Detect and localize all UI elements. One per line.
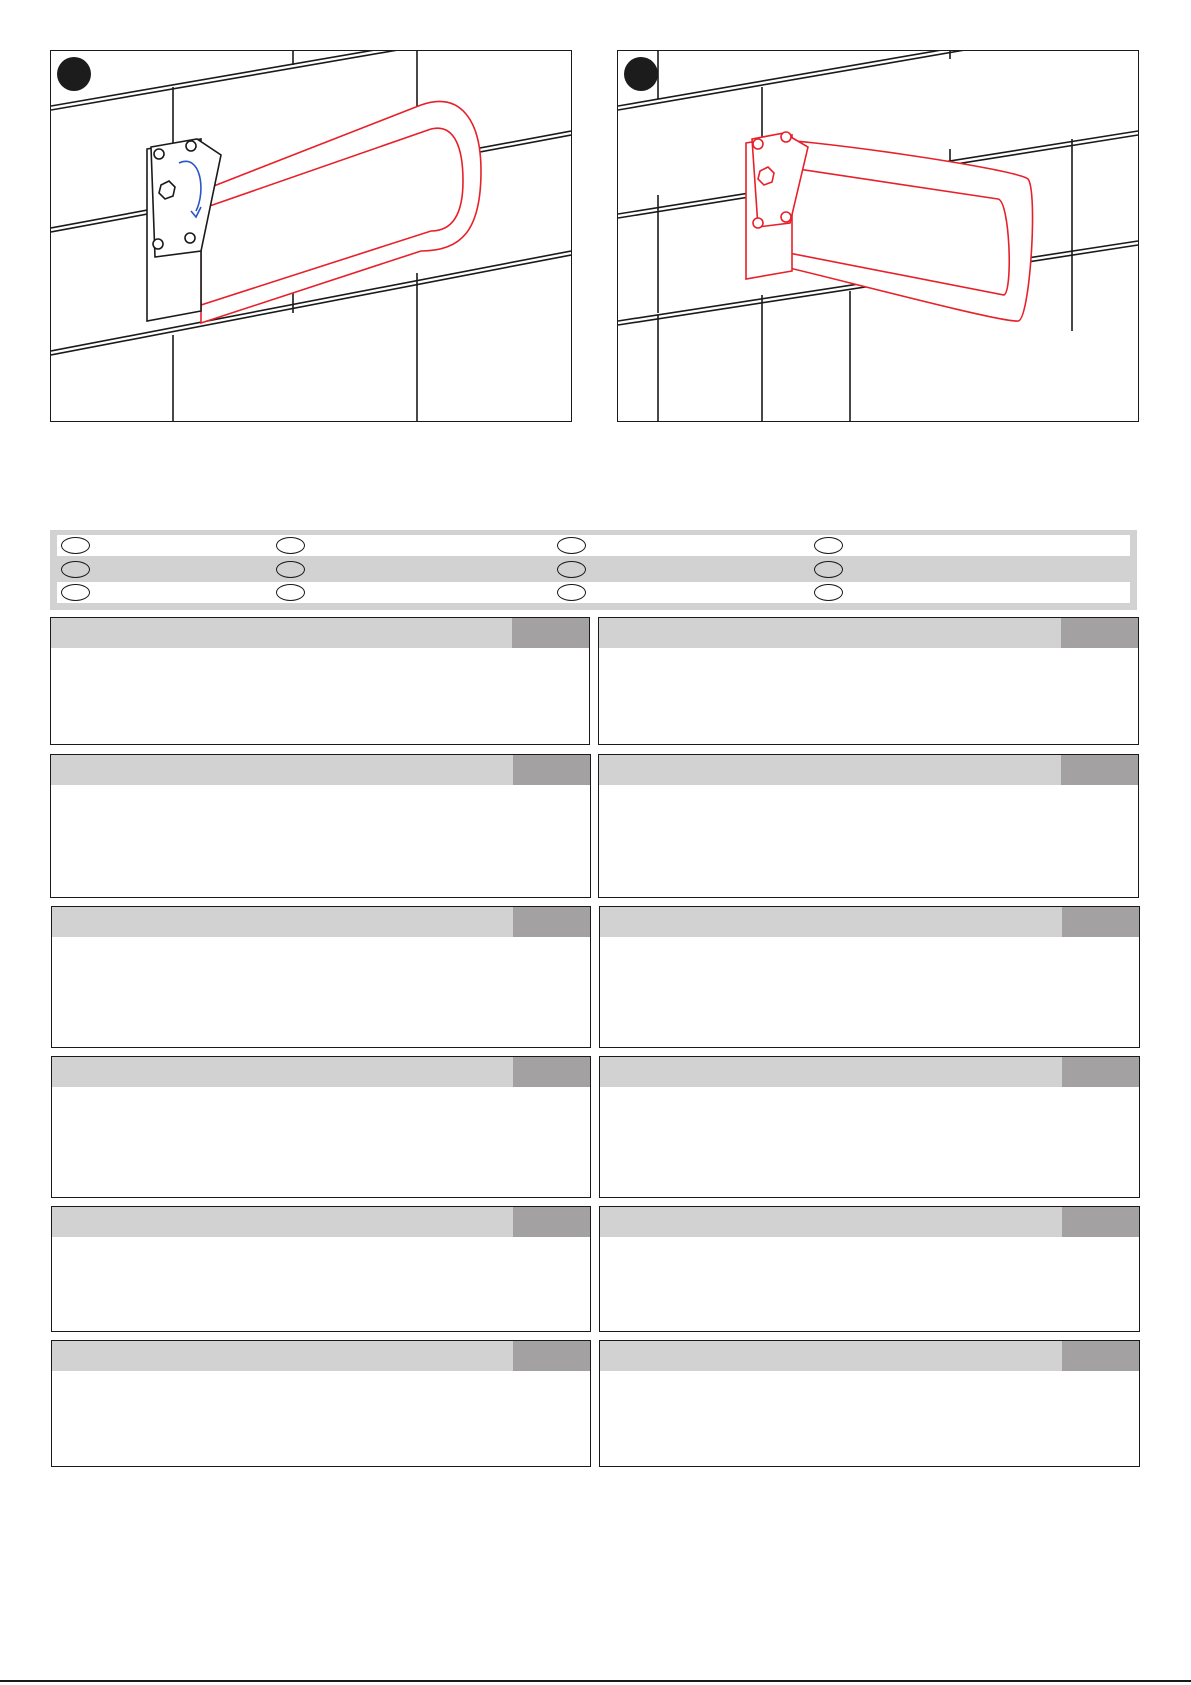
language-section bbox=[599, 1056, 1140, 1198]
step-number-badge bbox=[57, 57, 91, 91]
language-code-tab bbox=[1062, 1057, 1139, 1087]
language-section bbox=[50, 617, 590, 745]
step-figure-2 bbox=[617, 50, 1139, 422]
language-code-tab bbox=[1061, 618, 1138, 648]
language-code-tab bbox=[1061, 755, 1138, 785]
section-header bbox=[600, 907, 1139, 937]
legend-marker bbox=[814, 584, 843, 601]
language-section bbox=[598, 754, 1139, 898]
language-code-tab bbox=[512, 618, 589, 648]
legend-marker bbox=[557, 584, 586, 601]
language-code-tab bbox=[1062, 1207, 1139, 1237]
language-section bbox=[51, 1340, 591, 1467]
legend-marker bbox=[61, 537, 90, 554]
language-section bbox=[599, 1206, 1140, 1332]
section-header bbox=[599, 618, 1138, 648]
legend-marker bbox=[814, 537, 843, 554]
language-code-tab bbox=[1062, 1341, 1139, 1371]
section-header bbox=[599, 755, 1138, 785]
section-header bbox=[600, 1341, 1139, 1371]
page-bottom-rule bbox=[0, 1680, 1191, 1682]
legend-row bbox=[57, 535, 1130, 556]
legend-marker bbox=[814, 561, 843, 578]
language-code-tab bbox=[513, 755, 590, 785]
legend-marker bbox=[557, 537, 586, 554]
language-code-tab bbox=[513, 1341, 590, 1371]
section-header bbox=[600, 1057, 1139, 1087]
language-section bbox=[599, 1340, 1140, 1467]
parts-legend bbox=[50, 530, 1137, 610]
language-section bbox=[51, 906, 591, 1048]
language-section bbox=[598, 617, 1139, 745]
section-header bbox=[52, 1341, 590, 1371]
legend-row bbox=[57, 582, 1130, 603]
legend-marker bbox=[276, 584, 305, 601]
section-header bbox=[52, 1207, 590, 1237]
legend-marker bbox=[557, 561, 586, 578]
legend-marker bbox=[61, 584, 90, 601]
language-code-tab bbox=[1062, 907, 1139, 937]
section-header bbox=[600, 1207, 1139, 1237]
wall-tile-illustration bbox=[51, 51, 571, 421]
step-figure-1 bbox=[50, 50, 572, 422]
language-code-tab bbox=[513, 907, 590, 937]
language-code-tab bbox=[513, 1057, 590, 1087]
legend-row bbox=[57, 559, 1130, 580]
language-section bbox=[50, 754, 591, 898]
section-header bbox=[51, 755, 590, 785]
language-code-tab bbox=[513, 1207, 590, 1237]
step-number-badge bbox=[624, 57, 658, 91]
section-header bbox=[51, 618, 589, 648]
section-header bbox=[52, 1057, 590, 1087]
legend-marker bbox=[276, 561, 305, 578]
legend-marker bbox=[276, 537, 305, 554]
legend-marker bbox=[61, 561, 90, 578]
language-section bbox=[599, 906, 1140, 1048]
language-section bbox=[51, 1206, 591, 1332]
language-section bbox=[51, 1056, 591, 1198]
section-header bbox=[52, 907, 590, 937]
wall-tile-illustration bbox=[618, 51, 1138, 421]
